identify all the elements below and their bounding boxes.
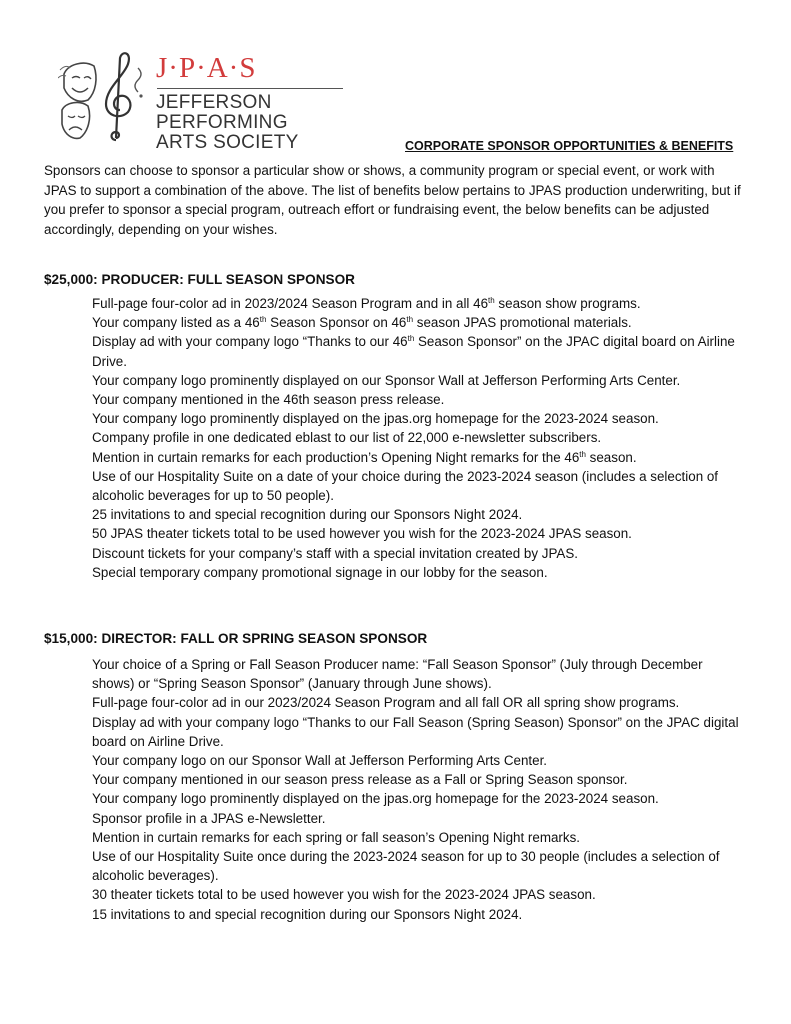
- benefit-item: Full-page four-color ad in 2023/2024 Season Program and in all 46th season show programs.: [92, 296, 641, 311]
- section-title-producer: $25,000: PRODUCER: FULL SEASON SPONSOR: [44, 272, 355, 287]
- benefit-item: Your company listed as a 46th Season Sponsor on 46th season JPAS promotional materials.: [92, 315, 632, 331]
- benefit-item: Mention in curtain remarks for each production’s Opening Night remarks for the 46th season.: [92, 449, 637, 465]
- benefit-item: Your company logo prominently displayed on the jpas.org homepage for the 2023-2024 season.: [92, 411, 659, 427]
- benefit-item: 30 theater tickets total to be used however you wish for the 2023-2024 JPAS season.: [92, 887, 596, 903]
- theatre-masks-treble-clef-icon: [58, 48, 153, 148]
- benefit-item: Your company mentioned in our season press release as a Fall or Spring Season sponsor.: [92, 772, 628, 788]
- logo-divider: [157, 88, 343, 89]
- benefit-item: 25 invitations to and special recognition during our Sponsors Night 2024.: [92, 507, 523, 523]
- benefit-item: Display ad with your company logo “Thanks to our Fall Season (Spring Season) Sponsor” on the JPAC digital board on Airline Drive.: [92, 714, 739, 749]
- benefit-item: Discount tickets for your company’s staff with a special invitation created by JPAS.: [92, 545, 579, 561]
- benefit-item: Your choice of a Spring or Fall Season Producer name: “Fall Season Sponsor” (July through December shows) or “Spring Season Sponsor” (January through June shows).: [92, 657, 703, 692]
- benefit-item: Company profile in one dedicated eblast to our list of 22,000 e-newsletter subscribers.: [92, 430, 602, 446]
- benefit-item: Use of our Hospitality Suite on a date of your choice during the 2023-2024 season (includes a selection of alcoholic beverages for up to 50 people).: [92, 468, 719, 504]
- benefit-item: Display ad with your company logo “Thanks to our 46th Season Sponsor” on the JPAC digital board on Airline Drive.: [92, 334, 735, 369]
- benefit-item: Sponsor profile in a JPAS e-Newsletter.: [92, 810, 326, 826]
- benefit-item: Your company mentioned in the 46th season press release.: [92, 392, 445, 408]
- logo-line-2: PERFORMING: [156, 112, 288, 133]
- benefit-item: Mention in curtain remarks for each spring or fall season’s Opening Night remarks.: [92, 829, 580, 845]
- logo-line-3: ARTS SOCIETY: [156, 132, 299, 153]
- benefit-item: Your company logo prominently displayed on the jpas.org homepage for the 2023-2024 season.: [92, 791, 659, 807]
- benefit-item: 15 invitations to and special recognition during our Sponsors Night 2024.: [92, 906, 523, 922]
- logo-line-1: JEFFERSON: [156, 92, 272, 113]
- intro-paragraph: Sponsors can choose to sponsor a particular show or shows, a community program or special event, or work with JPAS to support a combination of the above. The list of benefits below pertains to JPAS production underwriting, but if you prefer to sponsor a special program, outreach effort or fundraising event, the below benefits can be adjusted accordingly, depending on your wishes.: [44, 163, 741, 237]
- jpas-logo: [58, 48, 298, 158]
- benefit-item: 50 JPAS theater tickets total to be used however you wish for the 2023-2024 JPAS season.: [92, 526, 632, 542]
- section-title-director: $15,000: DIRECTOR: FALL OR SPRING SEASON SPONSOR: [44, 631, 428, 646]
- benefit-item: Special temporary company promotional signage in our lobby for the season.: [92, 564, 548, 580]
- benefit-item: Your company logo prominently displayed on our Sponsor Wall at Jefferson Performing Arts Center.: [92, 372, 681, 388]
- benefits-list-producer: [92, 294, 747, 582]
- benefit-item: Your company logo on our Sponsor Wall at Jefferson Performing Arts Center.: [92, 753, 548, 769]
- benefit-item: Use of our Hospitality Suite once during the 2023-2024 season for up to 30 people (includes a selection of alcoholic beverages).: [92, 849, 720, 884]
- logo-acronym: J·P·A·S: [156, 52, 257, 84]
- benefits-list-director: [92, 655, 747, 924]
- page-heading: CORPORATE SPONSOR OPPORTUNITIES & BENEFITS: [405, 139, 734, 153]
- benefit-item: Full-page four-color ad in our 2023/2024 Season Program and all fall OR all spring show programs.: [92, 695, 680, 711]
